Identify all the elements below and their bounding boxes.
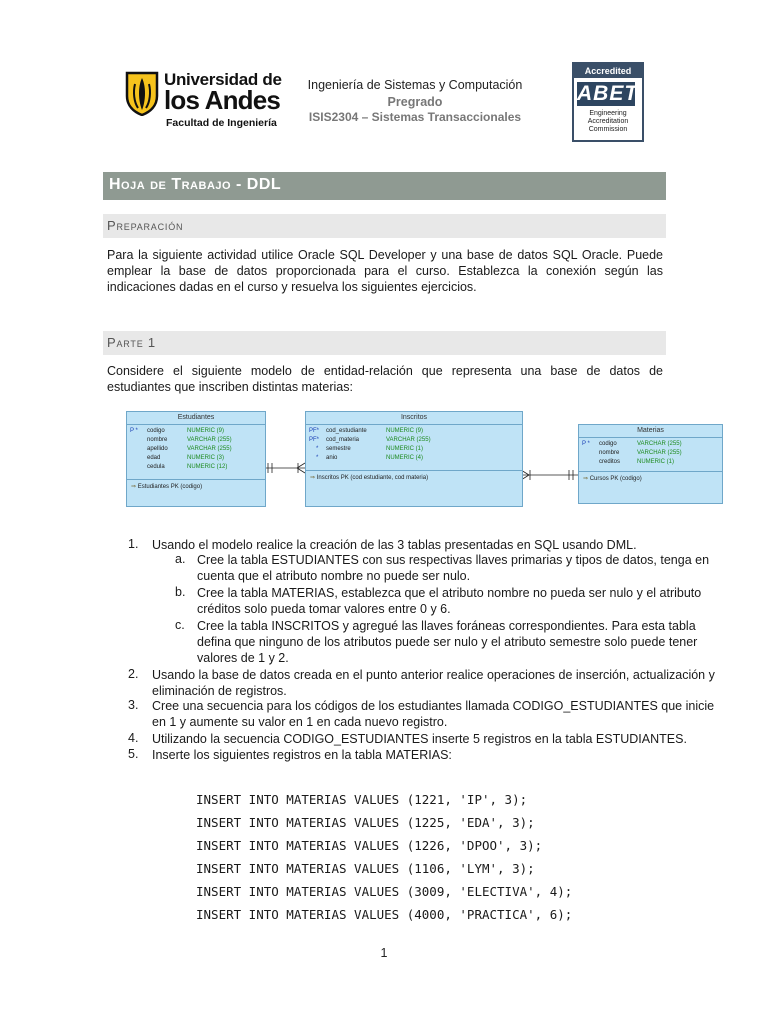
list-number: 5.: [128, 747, 139, 761]
section-heading-preparacion: Preparación: [107, 218, 184, 233]
andes-shield-icon: [124, 70, 160, 116]
list-number: 2.: [128, 667, 139, 681]
parte1-paragraph: Considere el siguiente modelo de entidad-relación que representa una base de datos de estudiantes que inscriben distintas materias:: [107, 364, 663, 394]
list-item: Cree una secuencia para los códigos de los estudiantes llamada CODIGO_ESTUDIANTES que inicie: [152, 699, 715, 713]
attr-name: cedula: [147, 464, 165, 470]
attr-type: NUMERIC (12): [187, 464, 228, 470]
logo-line1: Universidad de: [164, 70, 282, 89]
attr-name: nombre: [599, 450, 620, 456]
entity-pk: ⇒ Estudiantes PK (codigo): [127, 479, 265, 494]
entity-title: Inscritos: [306, 412, 522, 425]
list-letter: a.: [175, 552, 186, 566]
code-line: INSERT INTO MATERIAS VALUES (4000, 'PRACTICA', 6);: [196, 907, 573, 922]
list-item: Cree la tabla INSCRITOS y agregué las llaves foráneas correspondientes. Para esta tabla: [197, 619, 696, 633]
abet-accredited-label: Accredited: [574, 64, 642, 78]
list-item: Usando la base de datos creada en el punto anterior realice operaciones de inserción, actualización y: [152, 668, 715, 682]
program-level: Pregrado: [387, 95, 443, 109]
list-item: Cree la tabla MATERIAS, establezca que el atributo nombre no pueda ser nulo y el atributo: [197, 586, 702, 600]
entity-title: Estudiantes: [127, 412, 265, 425]
code-line: INSERT INTO MATERIAS VALUES (3009, 'ELECTIVA', 4);: [196, 884, 573, 899]
section-heading-parte1: Parte 1: [107, 335, 156, 350]
list-item: eliminación de registros.: [152, 684, 287, 698]
attr-name: nombre: [147, 437, 168, 443]
logo-line3: Facultad de Ingeniería: [166, 117, 277, 129]
entity-pk: ⇒ Inscritos PK (cod estudiante, cod materia): [306, 470, 522, 485]
code-line: INSERT INTO MATERIAS VALUES (1221, 'IP', 3);: [196, 792, 528, 807]
entity-title: Materias: [579, 425, 722, 438]
attr-name: codigo: [599, 441, 617, 447]
attr-type: NUMERIC (9): [187, 428, 224, 434]
list-letter: c.: [175, 618, 185, 632]
attr-name: creditos: [599, 459, 621, 465]
worksheet-title: Hoja de Trabajo - DDL: [109, 176, 282, 193]
attr-type: VARCHAR (255): [637, 441, 682, 447]
attr-type: VARCHAR (255): [187, 446, 232, 452]
list-item: Inserte los siguientes registros en la tabla MATERIAS:: [152, 748, 452, 762]
entity-inscritos: Inscritos PF* cod_estudiante NUMERIC (9) PF* cod_materia VARCHAR (255) * semestre NUMERIC (1) * anio NUMERIC (4) ⇒ Inscritos PK (cod estudiante, cod materia): [305, 411, 523, 507]
header-course-info: [280, 78, 550, 124]
list-item: valores de 1 y 2.: [197, 651, 289, 665]
attr-type: NUMERIC (1): [386, 446, 423, 452]
attr-type: VARCHAR (255): [637, 450, 682, 456]
attr-type: VARCHAR (255): [187, 437, 232, 443]
attr-name: apellido: [147, 446, 168, 452]
entity-materias: Materias P * codigo VARCHAR (255) nombre VARCHAR (255) creditos NUMERIC (1) ⇒ Cursos PK (codigo): [578, 424, 723, 504]
list-item: defina que ninguno de los atributos puede ser nulo y el atributo semestre solo puede tener: [197, 635, 698, 649]
section-bar-parte1: [103, 331, 666, 355]
list-item: créditos solo pueda tomar valores entre 0 y 6.: [197, 602, 451, 616]
key-icon: ⇒: [310, 475, 316, 481]
list-item: Usando el modelo realice la creación de las 3 tablas presentadas en SQL usando DML.: [152, 538, 637, 552]
entity-estudiantes: Estudiantes P * codigo NUMERIC (9) nombre VARCHAR (255) apellido VARCHAR (255) edad NUMERIC (3) cedula NUMERIC (12) ⇒ Estudiantes PK (codigo): [126, 411, 266, 507]
list-number: 3.: [128, 698, 139, 712]
department-name: Ingeniería de Sistemas y Computación: [307, 78, 523, 92]
attr-type: NUMERIC (4): [386, 455, 423, 461]
attr-name: edad: [147, 455, 161, 461]
logo-line2: los Andes: [164, 85, 281, 115]
university-logo: [124, 68, 282, 132]
abet-badge: [572, 62, 644, 142]
abet-logo-text: ABET: [577, 82, 639, 105]
preparacion-paragraph: Para la siguiente actividad utilice Oracle SQL Developer y una base de datos SQL Oracle. Puede emplear la base de datos proporcionada para el curso. Establezca la conexión según las indicaciones dadas en el curso y resuelva los siguientes ejercicios.: [107, 248, 663, 294]
attr-name: anio: [326, 455, 338, 461]
section-bar-preparacion: [103, 214, 666, 238]
list-number: 1.: [128, 537, 139, 551]
key-icon: ⇒: [131, 484, 137, 490]
attr-type: NUMERIC (3): [187, 455, 224, 461]
entity-pk: ⇒ Cursos PK (codigo): [579, 471, 722, 486]
list-item: Cree la tabla ESTUDIANTES con sus respectivas llaves primarias y tipos de datos, tenga en: [197, 553, 710, 567]
code-line: INSERT INTO MATERIAS VALUES (1106, 'LYM', 3);: [196, 861, 535, 876]
abet-commission-text: Engineering Accreditation Commission: [587, 110, 629, 133]
attr-type: NUMERIC (1): [637, 459, 674, 465]
attr-name: codigo: [147, 428, 165, 434]
page-number: 1: [380, 946, 388, 960]
attr-type: NUMERIC (9): [386, 428, 423, 434]
list-number: 4.: [128, 731, 139, 745]
key-icon: ⇒: [583, 476, 589, 482]
course-name: ISIS2304 – Sistemas Transaccionales: [308, 110, 522, 124]
list-item: cuenta que el atributo nombre no puede ser nulo.: [197, 569, 471, 583]
attr-name: cod_materia: [326, 437, 360, 443]
attr-name: semestre: [326, 446, 351, 452]
attr-name: cod_estudiante: [326, 428, 367, 434]
worksheet-title-bar: [103, 172, 666, 200]
list-item: en 1 y aumente su valor en 1 en cada nuevo registro.: [152, 715, 448, 729]
list-item: Utilizando la secuencia CODIGO_ESTUDIANTES inserte 5 registros en la tabla ESTUDIANTES.: [152, 732, 687, 746]
attr-type: VARCHAR (255): [386, 437, 431, 443]
code-line: INSERT INTO MATERIAS VALUES (1226, 'DPOO', 3);: [196, 838, 543, 853]
code-line: INSERT INTO MATERIAS VALUES (1225, 'EDA', 3);: [196, 815, 535, 830]
list-letter: b.: [175, 585, 186, 599]
